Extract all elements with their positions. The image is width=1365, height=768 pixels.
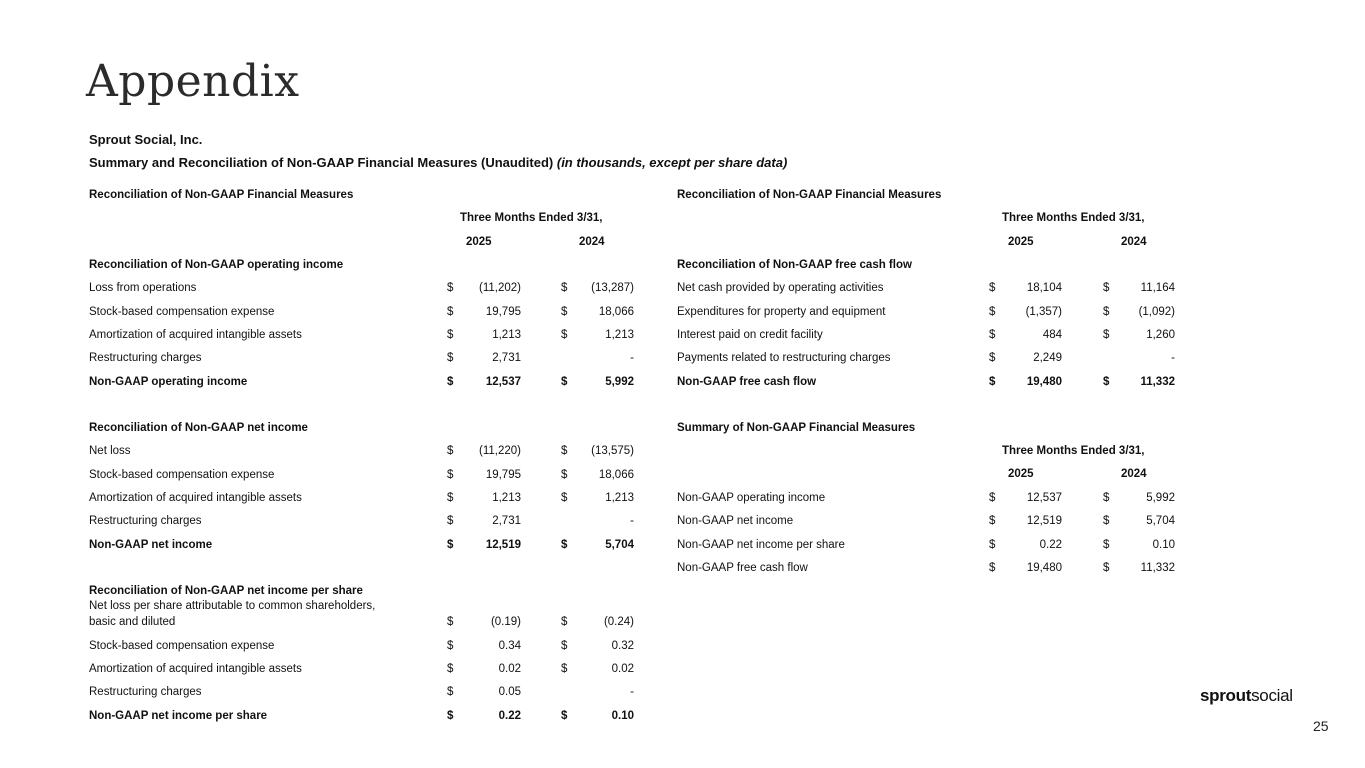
currency-symbol: $ [989,282,996,295]
value-2025: 1,213 [492,328,521,341]
currency-symbol: $ [447,282,454,295]
currency-symbol: $ [1103,305,1110,318]
value-2024: - [630,686,634,699]
row-label: Stock-based compensation expense [89,468,275,481]
value-2025: (1,357) [1025,305,1062,318]
period-header: Three Months Ended 3/31, [460,212,603,224]
currency-symbol: $ [1103,538,1110,551]
value-2025: 0.22 [1039,538,1062,551]
value-2025: 2,731 [492,352,521,365]
value-2025: 19,795 [485,305,521,318]
period-header: Three Months Ended 3/31, [1002,212,1145,224]
section-title: Reconciliation of Non-GAAP free cash flow [677,259,912,271]
value-2024: (1,092) [1138,305,1175,318]
currency-symbol: $ [447,662,454,675]
currency-symbol: $ [561,445,568,458]
currency-symbol: $ [989,515,996,528]
company-name: Sprout Social, Inc. [89,132,203,147]
row-label: Restructuring charges [89,686,202,699]
currency-symbol: $ [989,328,996,341]
value-2025: 18,104 [1026,282,1062,295]
table-header: Reconciliation of Non-GAAP Financial Measures [677,189,942,201]
value-2024: 0.02 [611,662,634,675]
row-label: Non-GAAP operating income [677,492,826,504]
currency-symbol: $ [1103,328,1110,341]
value-2024: 5,992 [1146,492,1175,504]
currency-symbol: $ [447,616,454,629]
section-title: Reconciliation of Non-GAAP operating income [89,259,344,271]
currency-symbol: $ [989,561,996,574]
year-2025-header: 2025 [466,236,492,248]
value-2024: - [630,352,634,365]
currency-symbol: $ [447,328,454,341]
value-2025: 19,795 [485,468,521,481]
value-2024: 1,213 [605,491,634,504]
value-2024: 0.10 [611,709,634,722]
row-label: Amortization of acquired intangible assets [89,662,302,675]
currency-symbol: $ [447,709,454,722]
row-label: Net loss [89,445,131,458]
subtitle-main: Summary and Reconciliation of Non-GAAP Financial Measures (Unaudited) [89,155,554,170]
currency-symbol: $ [447,375,454,388]
year-2025-header: 2025 [1008,236,1034,248]
currency-symbol: $ [447,515,454,528]
row-label: Amortization of acquired intangible assets [89,328,302,341]
row-label: Non-GAAP free cash flow [677,561,808,574]
table-header: Reconciliation of Non-GAAP Financial Measures [89,189,354,201]
currency-symbol: $ [1103,492,1110,504]
value-2025: 0.34 [498,639,521,652]
value-2024: 11,164 [1140,282,1175,295]
currency-symbol: $ [1103,282,1110,295]
value-2025: 2,731 [492,515,521,528]
currency-symbol: $ [447,468,454,481]
row-label: Stock-based compensation expense [89,639,275,652]
value-2024: 11,332 [1140,561,1175,574]
row-label: Interest paid on credit facility [677,328,823,341]
value-2025: (11,220) [479,445,521,458]
value-2024: (13,575) [591,445,634,458]
row-label: Non-GAAP net income per share [89,709,268,722]
section-title: Reconciliation of Non-GAAP net income [89,422,308,434]
row-label: Loss from operations [89,282,197,295]
currency-symbol: $ [447,686,454,699]
value-2025: (0.19) [490,616,521,629]
row-label: Stock-based compensation expense [89,305,275,318]
year-2025-header: 2025 [1008,468,1034,480]
page-title: Appendix [86,56,300,107]
period-header: Three Months Ended 3/31, [1002,445,1145,457]
year-2024-header: 2024 [579,236,605,248]
row-label: Restructuring charges [89,515,202,528]
row-label: Restructuring charges [89,352,202,365]
year-2024-header: 2024 [1121,468,1147,480]
currency-symbol: $ [989,538,996,551]
value-2024: 5,704 [1146,515,1175,528]
sprout-social-logo: sproutsocial [1200,686,1293,705]
value-2024: 5,704 [605,538,634,551]
value-2025: 484 [1042,328,1062,341]
currency-symbol: $ [447,491,454,504]
value-2025: 0.02 [498,662,521,675]
value-2025: 12,519 [485,538,521,551]
subtitle-note: (in thousands, except per share data) [556,155,788,170]
row-label: Non-GAAP operating income [89,375,248,388]
currency-symbol: $ [561,375,568,388]
value-2025: 12,519 [1026,515,1062,528]
row-label: Non-GAAP net income [677,515,794,528]
row-label: Payments related to restructuring charges [677,352,891,365]
value-2024: 1,213 [605,328,634,341]
currency-symbol: $ [1103,515,1110,528]
section-title: Reconciliation of Non-GAAP net income per share [89,585,363,597]
currency-symbol: $ [1103,561,1110,574]
currency-symbol: $ [561,538,568,551]
value-2024: 0.32 [611,639,634,652]
currency-symbol: $ [447,639,454,652]
value-2025: 1,213 [492,491,521,504]
currency-symbol: $ [561,709,568,722]
row-label: Amortization of acquired intangible assets [89,491,302,504]
row-label: Non-GAAP net income [89,538,213,551]
value-2025: 0.22 [498,709,521,722]
currency-symbol: $ [447,445,454,458]
value-2024: 1,260 [1146,328,1175,341]
value-2024: 18,066 [598,468,634,481]
row-label: Non-GAAP net income per share [677,538,845,551]
currency-symbol: $ [561,282,568,295]
currency-symbol: $ [989,305,996,318]
value-2024: 0.10 [1152,538,1175,551]
currency-symbol: $ [989,492,996,504]
currency-symbol: $ [561,328,568,341]
value-2025: 19,480 [1026,561,1062,574]
value-2025: 12,537 [485,375,521,388]
row-label: Net cash provided by operating activities [677,282,884,295]
value-2024: (0.24) [603,616,634,629]
value-2024: - [630,515,634,528]
currency-symbol: $ [447,538,454,551]
page-number: 25 [1313,718,1329,734]
row-label: Expenditures for property and equipment [677,305,886,318]
value-2024: 11,332 [1140,375,1175,388]
year-2024-header: 2024 [1121,236,1147,248]
value-2025: 12,537 [1026,492,1062,504]
currency-symbol: $ [989,352,996,365]
value-2024: (13,287) [591,282,634,295]
section-title: Summary of Non-GAAP Financial Measures [677,422,916,434]
currency-symbol: $ [447,352,454,365]
currency-symbol: $ [561,639,568,652]
value-2024: 5,992 [605,375,634,388]
currency-symbol: $ [447,305,454,318]
value-2025: 0.05 [498,686,521,699]
row-label-continued: basic and diluted [89,616,176,629]
currency-symbol: $ [561,662,568,675]
currency-symbol: $ [561,491,568,504]
report-subtitle [89,155,787,170]
currency-symbol: $ [1103,375,1110,388]
row-label: Net loss per share attributable to common shareholders, [89,600,376,613]
currency-symbol: $ [561,468,568,481]
value-2025: 19,480 [1026,375,1062,388]
currency-symbol: $ [561,305,568,318]
row-label: Non-GAAP free cash flow [677,375,817,388]
value-2024: - [1171,352,1175,365]
value-2025: 2,249 [1033,352,1062,365]
currency-symbol: $ [561,616,568,629]
value-2025: (11,202) [479,282,521,295]
value-2024: 18,066 [598,305,634,318]
currency-symbol: $ [989,375,996,388]
